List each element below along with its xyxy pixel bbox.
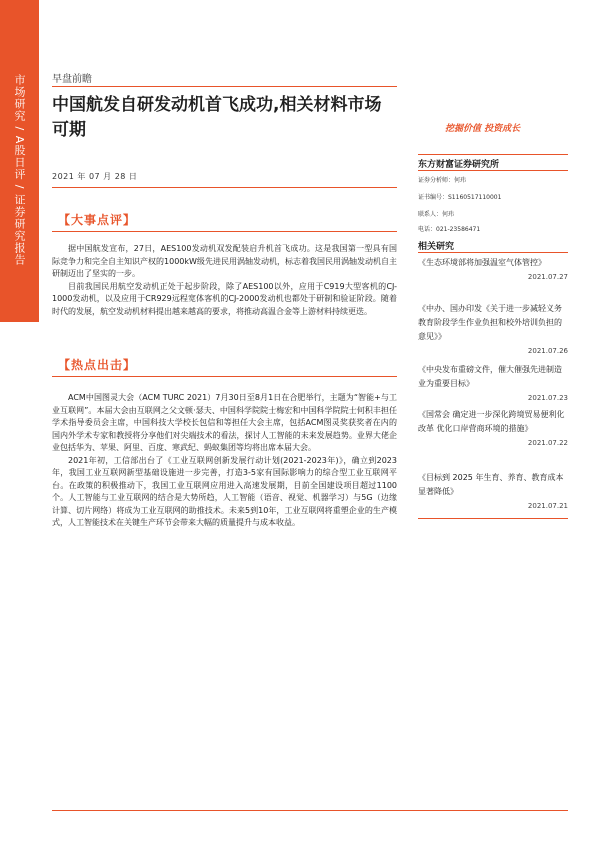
related-research-date: 2021.07.23: [527, 394, 568, 402]
paragraph: 2021年初，工信部出台了《工业互联网创新发展行动计划(2021-2023年)》，确立到2023年，我国工业互联网新型基础设施进一步完善，打造3-5家有国际影响力的综合型工业互联网平台。在政策的积极推动下，我国工业互联网应用进入高速发展期，目前全国建设项目超过1100个。人工智能与工业互联网的结合是大势所趋，人工智能（语音、视觉、机器学习）与5G（边缘计算、切片网络）将成为工业互联网的助推技术。未来5到10年，工业互联网将重塑企业的生产模式，人工智能技术在关键生产环节会带来大幅的质量提升与成本收益。: [52, 455, 397, 527]
section-heading-hot-label: 【热点出击】: [58, 358, 137, 372]
section-heading-hot: [52, 354, 397, 380]
section-heading-events: [52, 209, 397, 235]
related-research-item[interactable]: [418, 302, 568, 355]
right-divider: [418, 518, 568, 519]
related-research-date: 2021.07.21: [527, 502, 568, 510]
institute-name: 东方财富证券研究所: [418, 160, 500, 170]
doc-type-label: 早盘前瞻: [52, 74, 92, 85]
related-research-link[interactable]: 《生态环境部将加强温室气体管控》: [418, 258, 546, 267]
phone-number: 电话：021-23586471: [418, 226, 481, 233]
paragraph: 目前我国民用航空发动机正处于起步阶段，除了AES100以外，应用于C919大型客机的CJ-1000发动机，以及应用于CR929远程宽体客机的CJ-2000发动机也都处于研制和验证阶段。随着时代的发展，航空发动机材料提出越来越高的要求，将推动高温合金等上游材料持续更迭。: [52, 281, 397, 316]
right-divider: [418, 170, 568, 171]
related-research-date: 2021.07.27: [527, 273, 568, 281]
header-divider: [52, 86, 397, 87]
right-divider: [418, 252, 568, 253]
related-research-link[interactable]: 《目标到 2025 年生育、养育、教育成本显著降低》: [418, 473, 564, 496]
section-hot-body: [52, 392, 397, 530]
section-events-body: [52, 243, 397, 318]
section-heading-events-label: 【大事点评】: [58, 213, 137, 227]
publish-date: 2021 年 07 月 28 日: [52, 172, 138, 181]
right-divider: [418, 154, 568, 155]
related-research-link[interactable]: 《中央发布重磅文件，催大催强先进制造业为重要目标》: [418, 365, 562, 388]
section-heading-divider: [52, 231, 397, 232]
analyst-name: 证券分析师：何玮: [418, 177, 467, 184]
related-research-title: 相关研究: [418, 242, 455, 252]
related-research-item[interactable]: [418, 471, 568, 510]
paragraph: ACM中国图灵大会（ACM TURC 2021）7月30日至8月1日在合肥举行，主题为“智能+与工业互联网”。本届大会由互联网之父文顿·瑟夫、中国科学院院士梅宏和中国科学院院士何积丰担任学术指导委员会主席，中国科技大学校长包信和等担任大会主席，包括ACM图灵奖获奖者在内的国内外学术专家和教授将分享他们对尖端技术的看法，探讨人工智能的未来发展趋势。业界大佬企业包括华为、苹果、阿里、百度、寒武纪、蚂蚁集团等均将出席本届大会。: [52, 393, 397, 452]
footer-divider: [52, 810, 568, 811]
date-divider: [52, 187, 397, 188]
related-research-date: 2021.07.22: [527, 439, 568, 447]
certificate-number: 证书编号：S1160517110001: [418, 194, 502, 201]
related-research-date: 2021.07.26: [527, 347, 568, 355]
related-research-link[interactable]: 《中办、国办印发《关于进一步减轻义务教育阶段学生作业负担和校外培训负担的意见》》: [418, 304, 562, 341]
contact-person: 联系人：何玮: [418, 211, 455, 218]
related-research-item[interactable]: [418, 363, 568, 402]
sidebar-category-text: 市场研究 / A股日评 / 证券研究报告: [13, 74, 26, 266]
related-research-link[interactable]: 《国常会 确定进一步深化跨境贸易便利化改革 优化口岸营商环境的措施》: [418, 410, 565, 433]
report-title: 中国航发自研发动机首飞成功,相关材料市场可期: [52, 95, 382, 140]
related-research-item[interactable]: [418, 256, 568, 281]
slogan: 挖掘价值 投资成长: [445, 124, 521, 134]
related-research-item[interactable]: [418, 408, 568, 447]
sidebar-band: [0, 0, 39, 322]
paragraph: 据中国航发宣布，27日，AES100发动机双发配装启升机首飞成功。这是我国第一型具有国际竞争力和完全自主知识产权的1000kW级先进民用涡轴发动机，标志着我国民用涡轴发动机自主研制迈出了坚实的一步。: [52, 244, 397, 278]
section-heading-divider: [52, 376, 397, 377]
